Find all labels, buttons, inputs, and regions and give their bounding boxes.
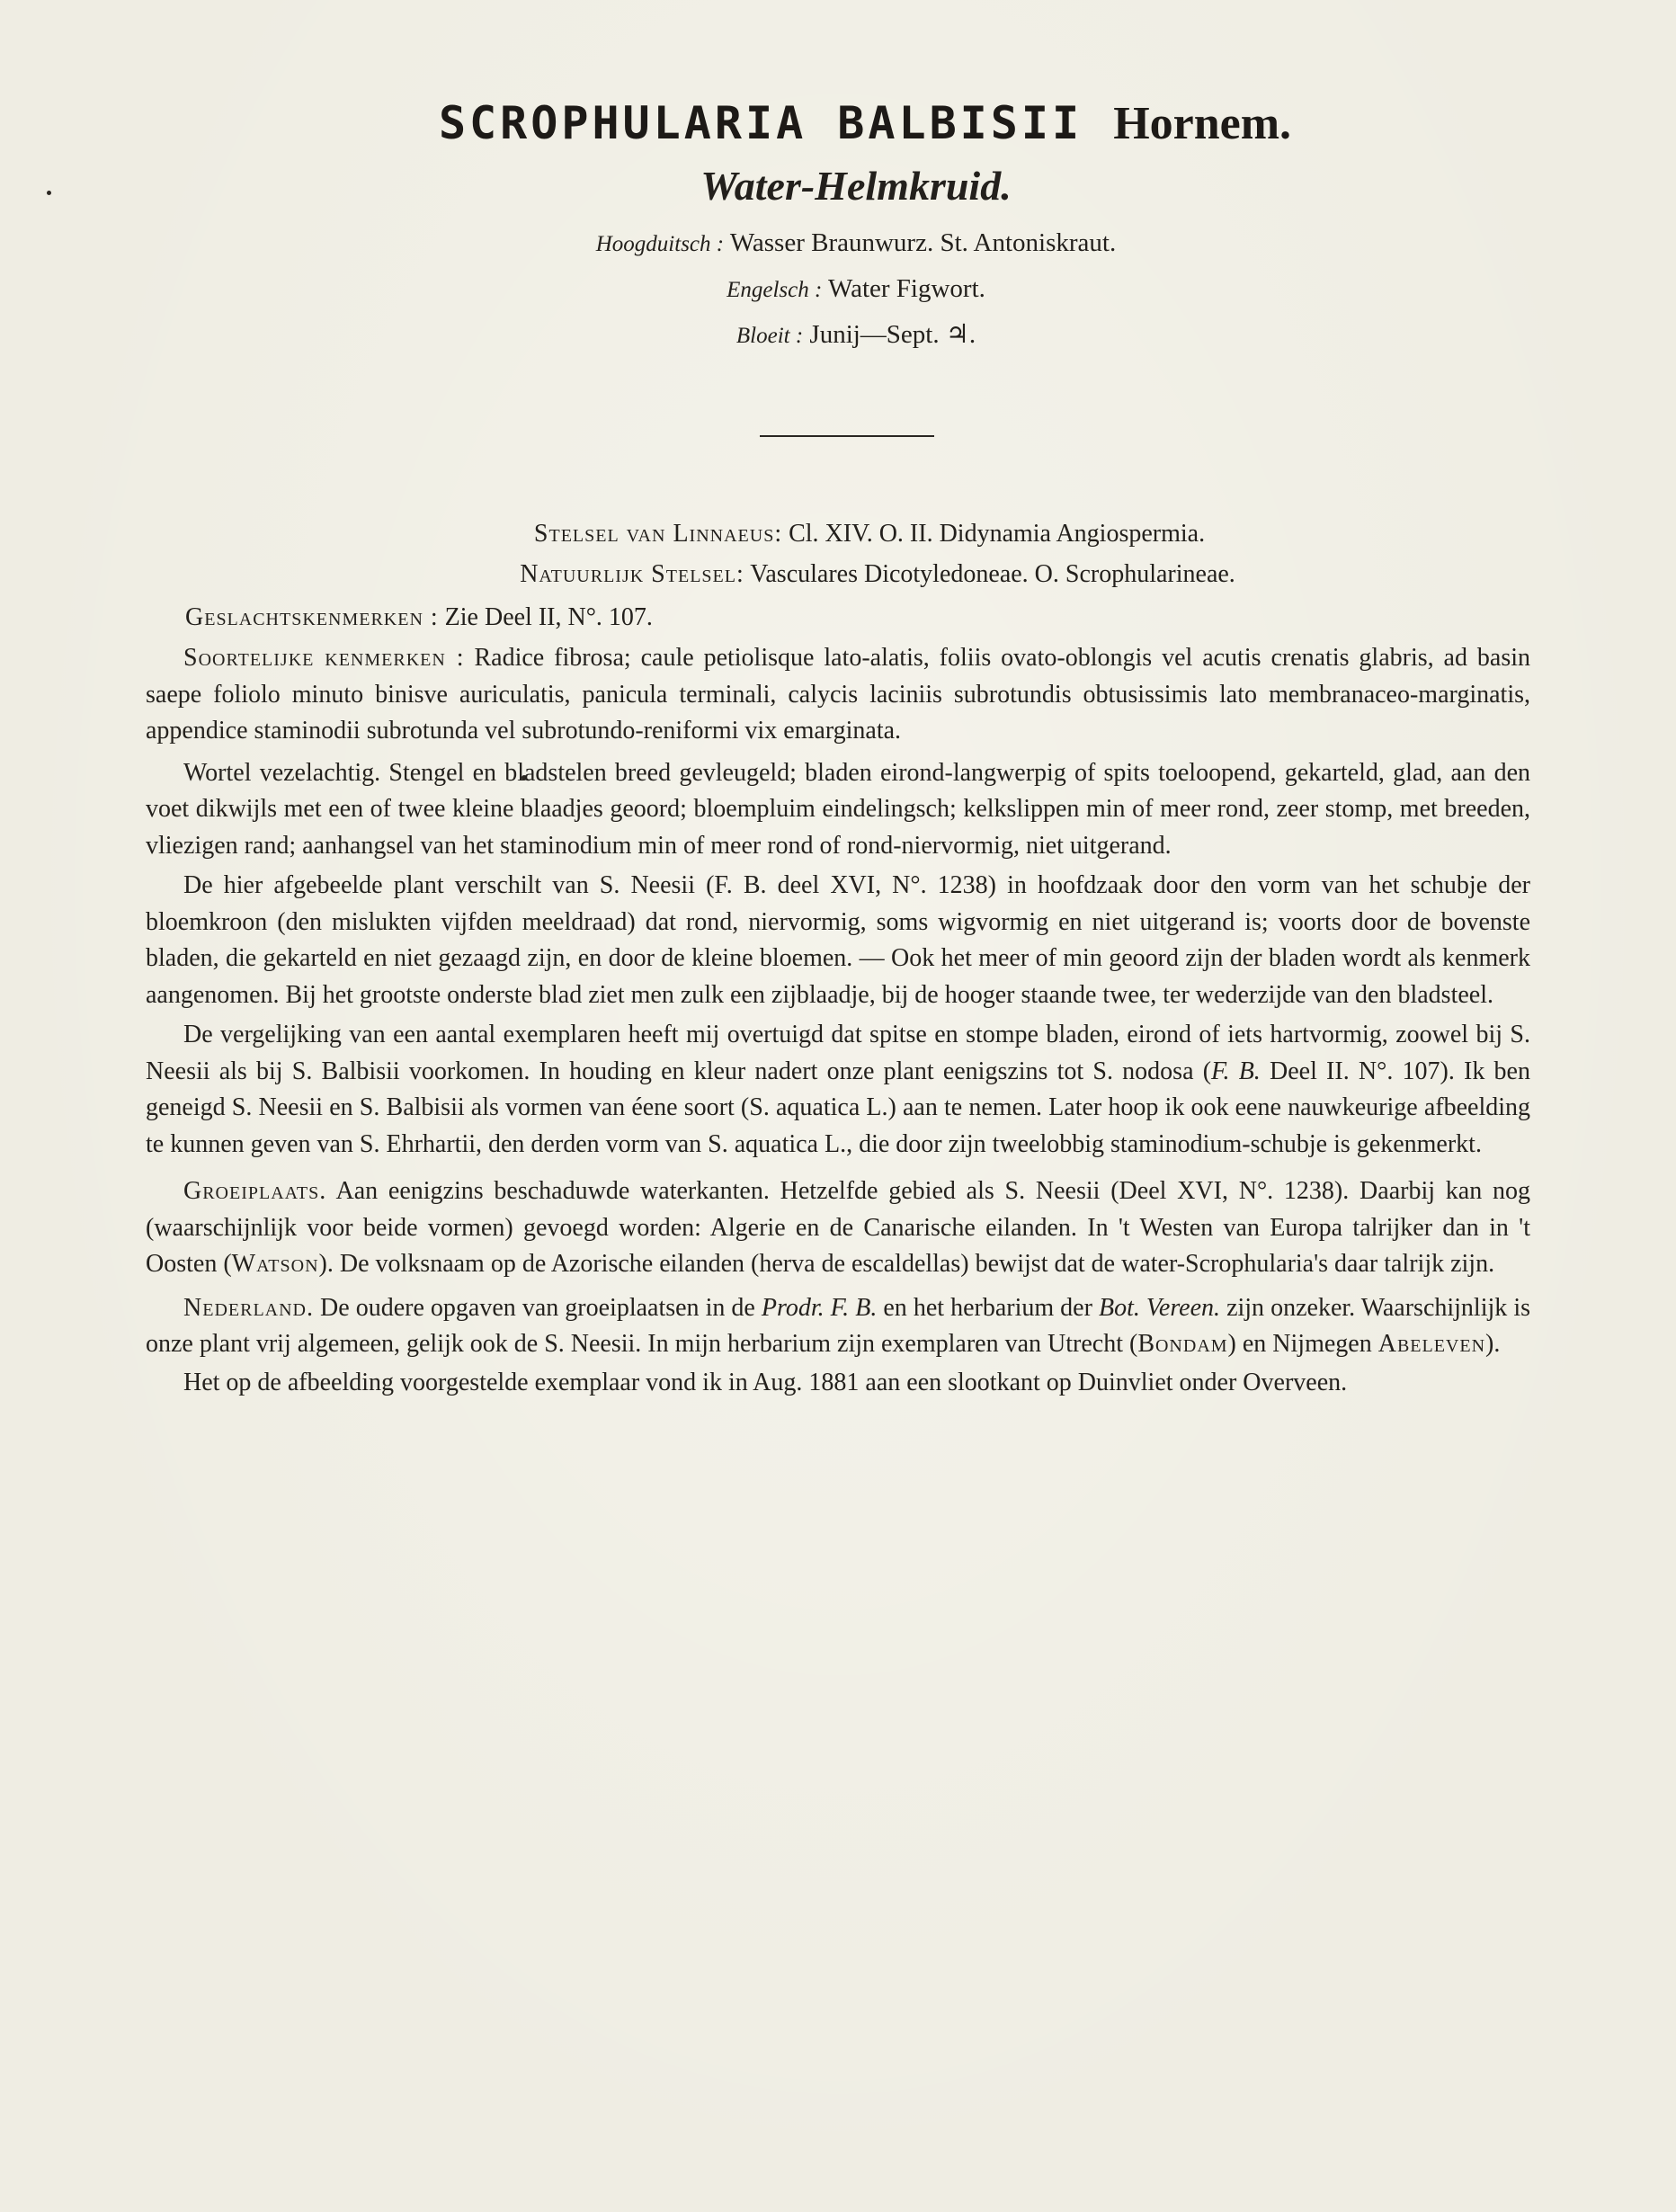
species-characters (146, 640, 1530, 750)
comparison-paragraph: De hier afgebeelde plant verschilt van S. Neesii (F. B. deel XVI, N°. 1238) in hoofdzaak door den vorm van het schubje der bloemkroon (den mislukten vijfden meeldraad) dat rond, niervormig, soms wigvormig en niet uitgerand is; voorts door de bovenste bladen, die gekarteld en niet gezaagd zijn, en door de kleine bloemen. — Ook het meer of min geoord zijn der bladen wordt als kenmerk aangenomen. Bij het grootste onderste blad ziet men zulk een zijblaadje, bij de hooger staande twee, ter wederzijde van den bladsteel. (146, 871, 1530, 1009)
netherlands-paragraph (146, 1290, 1530, 1363)
title-author: Hornem. (1113, 98, 1292, 149)
netherlands-part1: De oudere opgaven van groeiplaatsen in de (313, 1293, 762, 1322)
comparison-paragraph-2 (146, 1017, 1530, 1163)
comparison2-part1: De vergelijking van een aantal exemplaren heeft mij overtuigd dat spitse en stompe bladen, eirond of iets hartvormig, zoowel bij S. Neesii als bij S. Balbisii voorkomen. In houding en kleur nadert onze plant eenigszins tot S. nodosa ( (146, 1021, 1530, 1085)
netherlands-bot: Bot. Vereen. (1098, 1293, 1221, 1322)
german-name: Wasser Braunwurz. St. Antoniskraut. (729, 228, 1117, 257)
comparison2-part2: Deel II. N°. 107). Ik ben geneigd S. Neesii en S. Balbisii als vormen van éene soort (S. aquatica L.) aan te nemen. Later hoop ik ook eene nauwkeurige afbeelding te kunnen geven van S. Ehrhartii, den derden vorm van S. aquatica L., die door zijn tweelobbig staminodium-schubje is gekenmerkt. (146, 1057, 1530, 1158)
bloom-value: Junij—Sept. ♃. (809, 320, 976, 349)
main-text (146, 640, 1530, 1401)
english-name: Water Figwort. (828, 274, 985, 303)
netherlands-abeleven: Abeleven (1377, 1330, 1486, 1358)
netherlands-label: Nederland. (183, 1293, 314, 1322)
dutch-common-name: Water-Helmkruid. (700, 163, 1012, 209)
bloom-line (36, 318, 1676, 350)
habitat-watson: Watson (231, 1250, 319, 1278)
german-name-line (36, 228, 1676, 258)
natural-label: Natuurlijk Stelsel: (520, 560, 744, 588)
habitat-paragraph (146, 1173, 1530, 1283)
section-divider (760, 435, 934, 437)
netherlands-bondam: Bondam (1137, 1330, 1228, 1358)
comparison2-italic: F. B. (1211, 1057, 1261, 1085)
genus-value: Zie Deel II, N°. 107. (444, 603, 653, 631)
netherlands-part4: ) en Nijmegen (1227, 1330, 1378, 1358)
description-paragraph: Wortel vezelachtig. Stengel en bladstelen breed gevleugeld; bladen eirond-langwerpig of spits toeloopend, gekarteld, glad, aan den voet dikwijls met een of twee kleine blaadjes geoord; bloempluim eindelingsch; kelkslippen min of meer rond, zeer stomp, met breeden, vliezigen rand; aanhangsel van het staminodium min of meer rond of rond-niervormig, niet uitgerand. (146, 758, 1530, 860)
species-label: Soortelijke kenmerken : (183, 644, 465, 672)
genus-label: Geslachtskenmerken : (185, 603, 439, 631)
linnaeus-value: Cl. XIV. O. II. Didynamia Angiospermia. (789, 520, 1206, 548)
habitat-part1: Aan eenigzins beschaduwde waterkanten. Hetzelfde gebied als S. Neesii (Deel XVI, N°. 1238). Daarbij kan nog (waarschijnlijk voor beide vormen) gevoegd worden: Algerie en de Canarische eilanden. In 't Westen van Europa talrijker dan in 't Oosten ( (146, 1177, 1530, 1278)
english-label: Engelsch : (727, 278, 823, 302)
english-name-line (36, 274, 1676, 304)
netherlands-part2: en het herbarium der (877, 1293, 1099, 1322)
species-text: Radice fibrosa; caule petiolisque lato-alatis, foliis ovato-oblongis vel acutis crenatis glabris, ad basin saepe foliolo minuto binisve auriculatis, panicula terminali, calycis laciniis subrotundis obtusissimis lato membranaceo-marginatis, appendice staminodii subrotunda vel subrotundo-reniformi vix emarginata. (146, 644, 1531, 745)
netherlands-part3: zijn onzeker. Waarschijnlijk is onze plant vrij algemeen, gelijk ook de S. Neesii. In mijn herbarium zijn exemplaren van Utrecht ( (146, 1293, 1530, 1358)
linnaeus-line (63, 520, 1676, 549)
genus-line (185, 603, 1676, 632)
habitat-label: Groeiplaats. (183, 1177, 327, 1205)
closing-paragraph: Het op de afbeelding voorgestelde exemplaar vond ik in Aug. 1881 aan een slootkant op Duinvliet onder Overveen. (183, 1368, 1348, 1396)
natural-value: Vasculares Dicotyledoneae. O. Scrophularineae. (750, 560, 1235, 588)
linnaeus-label: Stelsel van Linnaeus: (533, 520, 783, 548)
habitat-part2: ). De volksnaam op de Azorische eilanden (herva de escaldellas) bewijst dat de water-Scrophularia's daar talrijk zijn. (318, 1250, 1495, 1278)
bloom-label: Bloeit : (735, 324, 804, 348)
netherlands-prodr: Prodr. F. B. (761, 1293, 878, 1322)
natural-system-line (79, 560, 1676, 589)
species-title (54, 97, 1676, 150)
netherlands-part5: ). (1485, 1330, 1501, 1358)
german-label: Hoogduitsch : (595, 232, 725, 256)
title-text: SCROPHULARIA BALBISII (438, 97, 1083, 149)
